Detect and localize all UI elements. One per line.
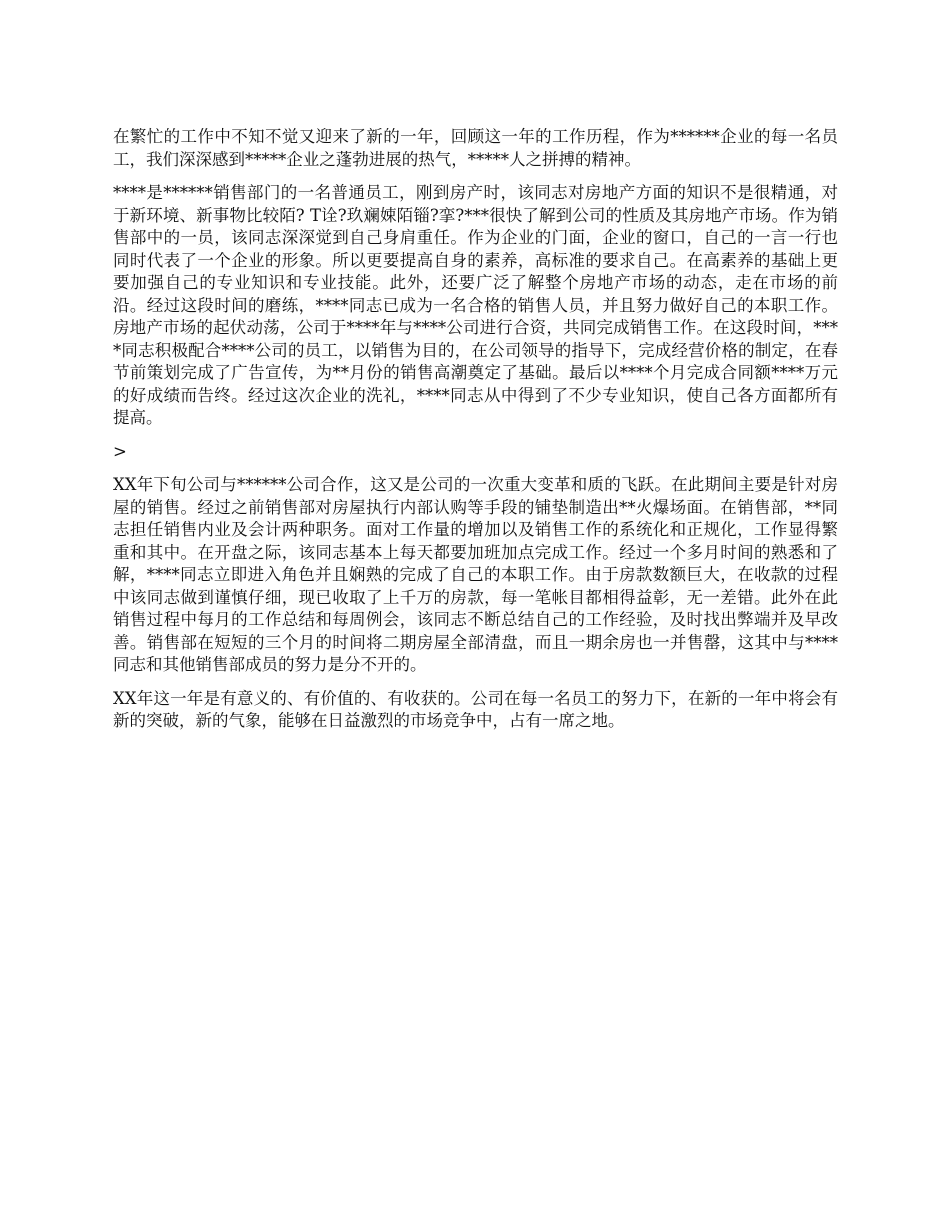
document-body (113, 126, 838, 733)
paragraph-cooperation: XX年下旬公司与******公司合作，这又是公司的一次重大变革和质的飞跃。在此期间主要是针对房屋的销售。经过之前销售部对房屋执行内部认购等手段的铺垫制造出**火爆场面。在销售部，**同志担任销售内业及会计两种职务。面对工作量的增加以及销售工作的系统化和正规化，工作显得繁重和其中。在开盘之际，该同志基本上每天都要加班加点完成工作。经过一个多月时间的熟悉和了解，****同志立即进入角色并且娴熟的完成了自己的本职工作。由于房款数额巨大，在收款的过程中该同志做到谨慎仔细，现已收取了上千万的房款，每一笔帐目都相得益彰，无一差错。此外在此销售过程中每月的工作总结和每周例会，该同志不断总结自己的工作经验，及时找出弊端并及早改善。销售部在短短的三个月的时间将二期房屋全部清盘，而且一期余房也一并售罄，这其中与****同志和其他销售部成员的努力是分不开的。 (113, 475, 839, 674)
paragraph-conclusion: XX年这一年是有意义的、有价值的、有收获的。公司在每一名员工的努力下，在新的一年中将会有新的突破，新的气象，能够在日益激烈的市场竞争中，占有一席之地。 (113, 688, 838, 730)
paragraph-separator: > (113, 441, 127, 461)
paragraph-intro: 在繁忙的工作中不知不觉又迎来了新的一年，回顾这一年的工作历程，作为******企业的每一名员工，我们深深感到*****企业之蓬勃进展的热气，*****人之拼搏的精神。 (113, 127, 838, 169)
paragraph-employee-profile: ****是******销售部门的一名普通员工，刚到房产时，该同志对房地产方面的知识不是很精通，对于新环境、新事物比较陌? T诠?玖斓娕陌锱?挛?***很快了解到公司的性质及其房地产市场。作为销售部中的一员，该同志深深觉到自己身肩重任。作为企业的门面，企业的窗口，自己的一言一行也同时代表了一个企业的形象。所以更要提高自身的素养，高标准的要求自己。在高素养的基础上更要加强自己的专业知识和专业技能。此外，还要广泛了解整个房地产市场的动态，走在市场的前沿。经过这段时间的磨练，****同志已成为一名合格的销售人员，并且努力做好自己的本职工作。房地产市场的起伏动荡，公司于****年与****公司进行合资，共同完成销售工作。在这段时间，****同志积极配合****公司的员工，以销售为目的，在公司领导的指导下，完成经营价格的制定，在春节前策划完成了广告宣传，为**月份的销售高潮奠定了基础。最后以****个月完成合同额****万元的好成绩而告终。经过这次企业的洗礼，****同志从中得到了不少专业知识，使自己各方面都所有提高。 (113, 183, 838, 427)
